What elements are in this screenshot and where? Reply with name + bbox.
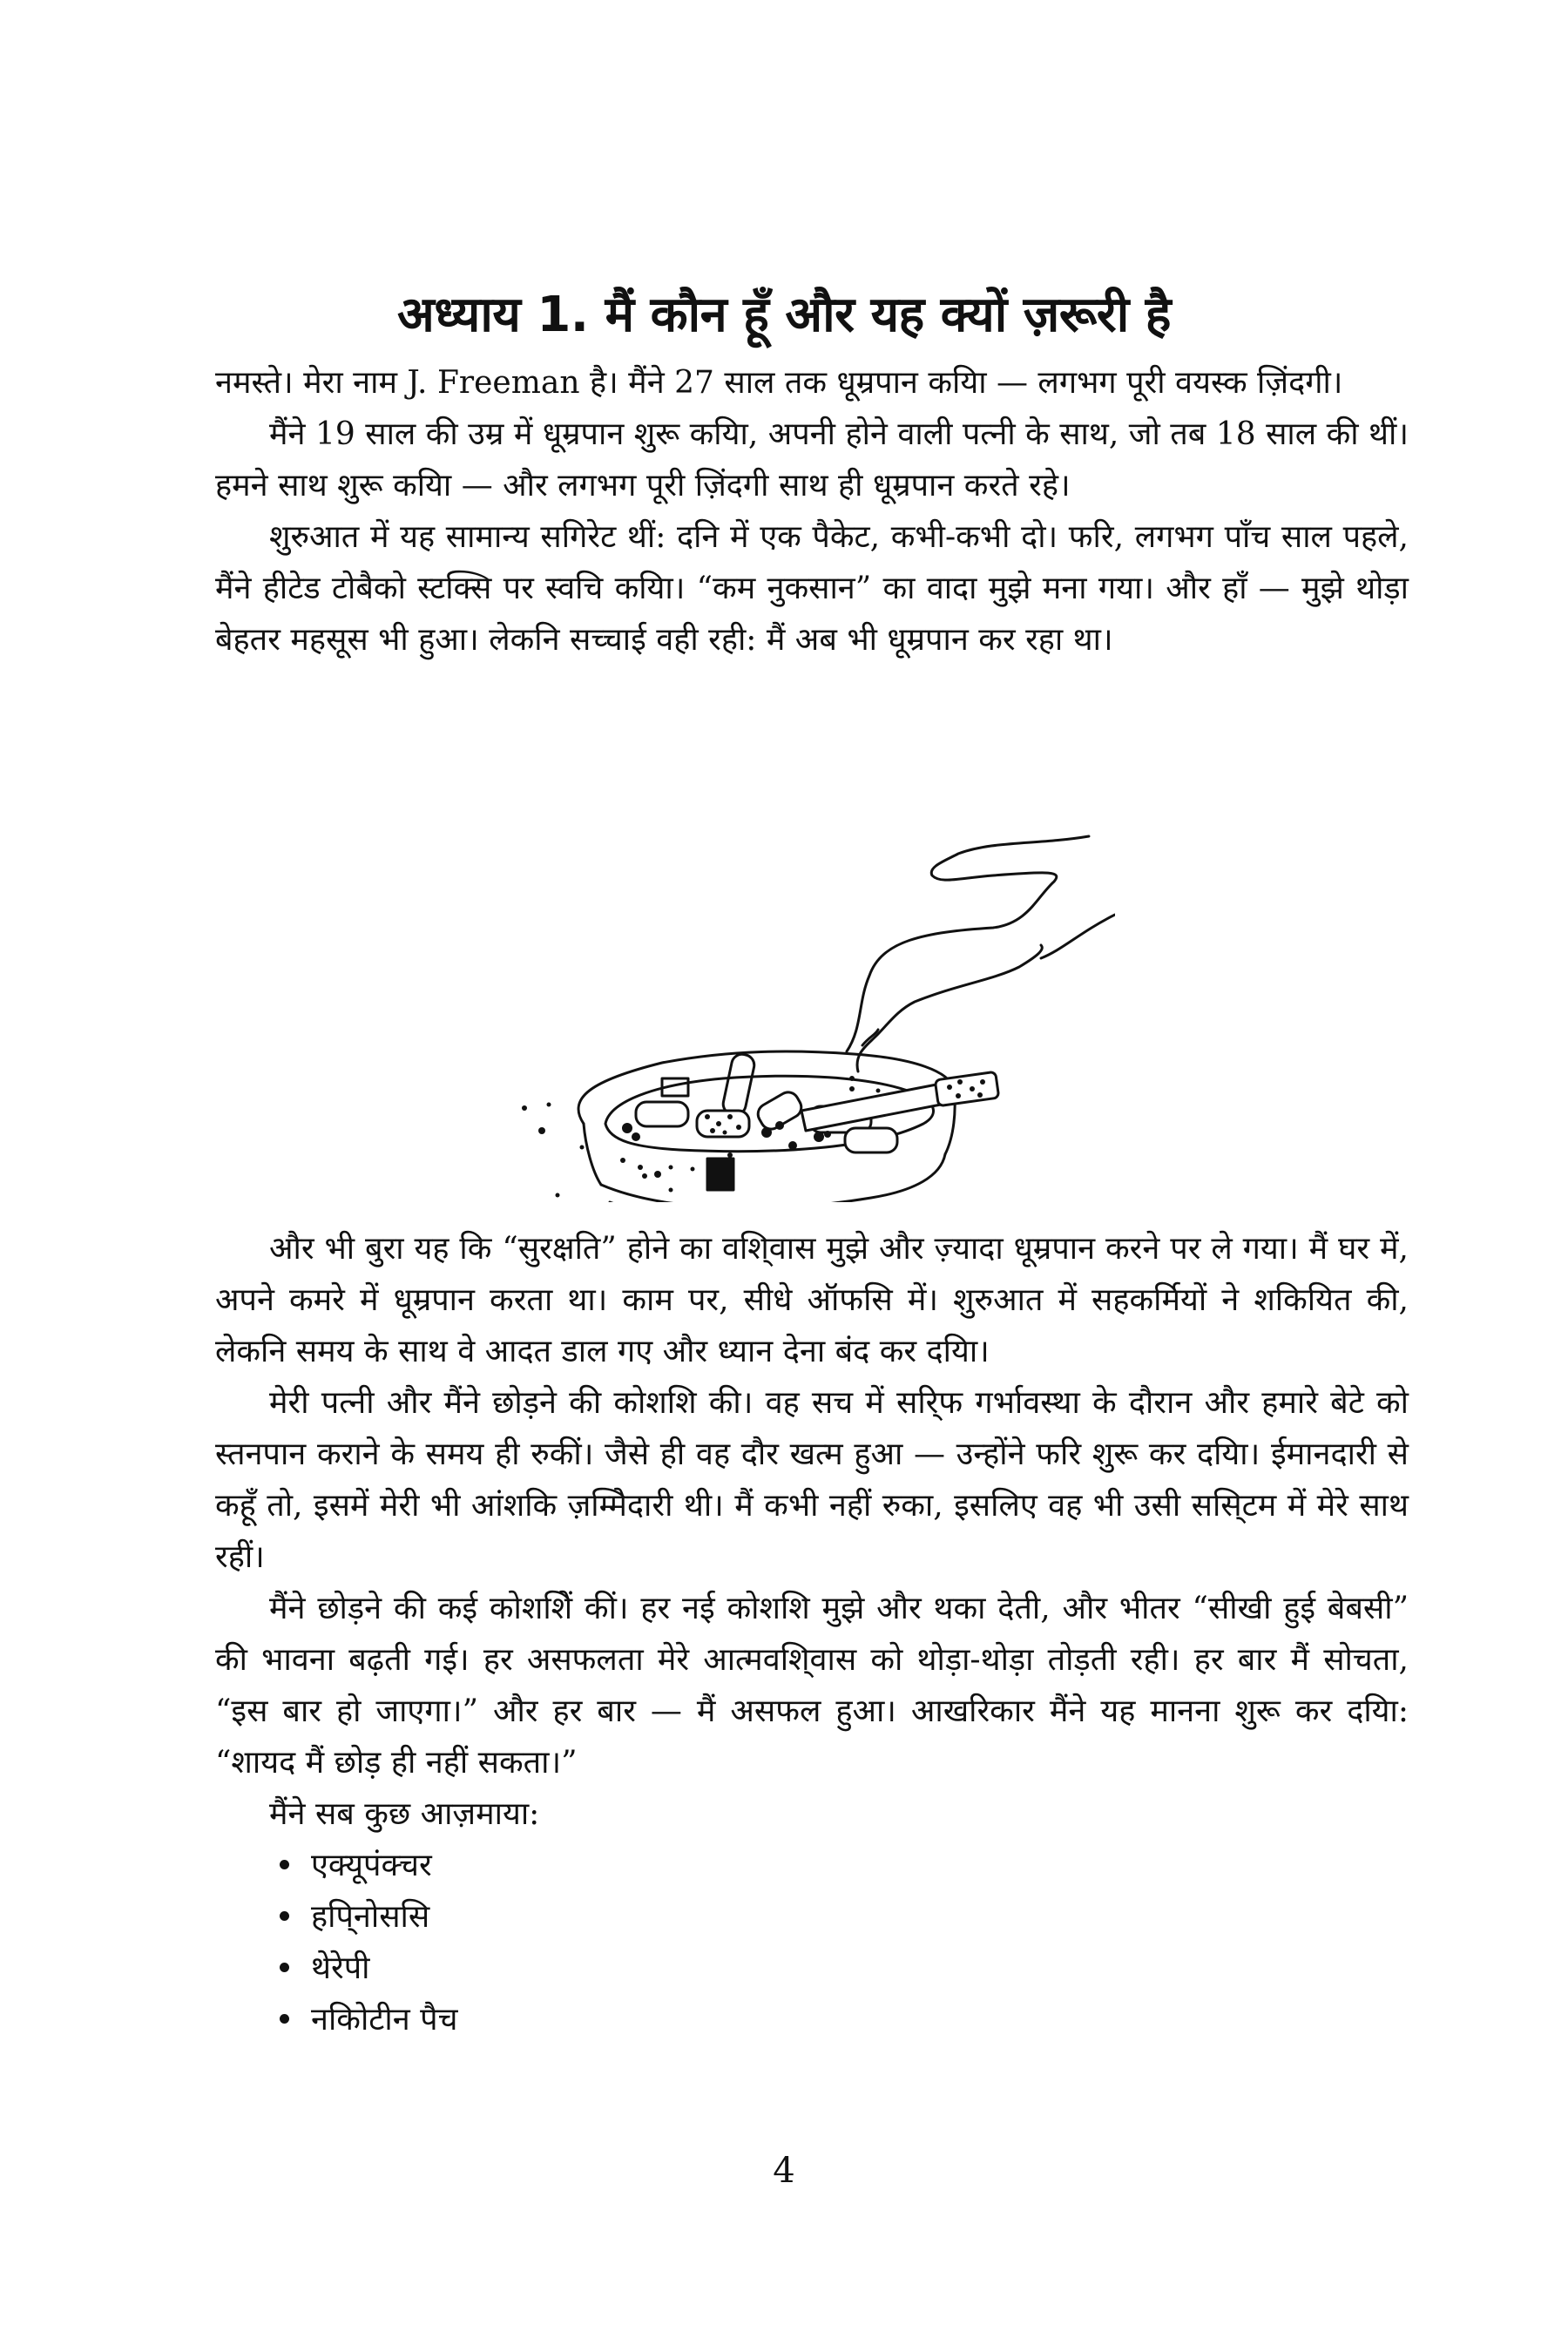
list-intro: मैंने सब कुछ आज़माया: — [269, 1796, 540, 1832]
text-block-intro — [215, 357, 1409, 666]
list-item — [276, 1943, 1409, 1994]
smoke-wisp-icon — [847, 836, 1089, 1051]
text-block-story — [215, 1223, 1409, 2045]
ashtray-icon — [505, 801, 1115, 1202]
list-item-text: नकिोटीन पैच — [311, 2002, 458, 2038]
cigarette-butt-icon — [721, 1052, 756, 1117]
tried-methods-list — [215, 1840, 1409, 2045]
list-item — [276, 1891, 1409, 1943]
ashtray-illustration — [505, 801, 1115, 1202]
page-number: 4 — [773, 2151, 795, 2191]
cigarette-butt-icon — [636, 1102, 688, 1126]
bullet-icon — [280, 1911, 289, 1921]
list-item — [276, 1994, 1409, 2045]
paragraph-safe-belief: और भी बुरा यह कि “सुरक्षति” होने का वशि्वास मुझे और ज़्यादा धूम्रपान करने पर ले गया। मैं घर में, अपने कमरे में धूम्रपान करता था। काम पर, सीधे ऑफसि में। शुरुआत में सहकर्मियों ने शकियित की, लेकनि समय के साथ वे आदत डाल गए और ध्यान देना बंद कर दयिा। — [215, 1231, 1409, 1369]
chapter-title: अध्याय 1. मैं कौन हूँ और यह क्यों ज़रूरी है — [397, 287, 1171, 343]
paragraph-heated-tobacco: शुरुआत में यह सामान्य सगिरेट थीं: दनि में एक पैकेट, कभी-कभी दो। फरि, लगभग पाँच साल पहले, मैंने हीटेड टोबैको स्टक्सि पर स्वचि कयिा। “कम नुकसान” का वादा मुझे मना गया। और हाँ — मुझे थोड़ा बेहतर महसूस भी हुआ। लेकनि सच्चाई वही रही: मैं अब भी धूम्रपान कर रहा था। — [215, 519, 1409, 658]
paragraph-wife-quitting: मेरी पत्नी और मैंने छोड़ने की कोशशि की। वह सच में सरि्फ गर्भावस्था के दौरान और हमारे बेटे को स्तनपान कराने के समय ही रुकीं। जैसे ही वह दौर खत्म हुआ — उन्होंने फरि शुरू कर दयिा। ईमानदारी से कहूँ तो, इसमें मेरी भी आंशकि ज़म्मिेदारी थी। मैं कभी नहीं रुका, इसलिए वह भी उसी ससि्टम में मेरे साथ रहीं। — [215, 1385, 1409, 1575]
ash-debris-icon — [522, 1076, 881, 1198]
smoke-wisp-icon — [857, 945, 1042, 1071]
cigarette-butt-icon — [754, 1089, 805, 1133]
list-item — [276, 1840, 1409, 1891]
cigarette-butt-icon — [845, 1128, 897, 1152]
paragraph-quit-attempts: मैंने छोड़ने की कई कोशशिें कीं। हर नई कोशशि मुझे और थका देती, और भीतर “सीखी हुई बेबसी” की भावना बढ़ती गई। हर असफलता मेरे आत्मवशि्वास को थोड़ा-थोड़ा तोड़ती रही। हर बार मैं सोचता, “इस बार हो जाएगा।” और हर बार — मैं असफल हुआ। आखरिकार मैंने यह मानना शुरू कर दयिा: “शायद मैं छोड़ ही नहीं सकता।” — [215, 1591, 1409, 1781]
list-item-text: थेरेपी — [311, 1950, 370, 1986]
bullet-icon — [280, 1860, 289, 1869]
list-item-text: हपि्नोससि — [311, 1899, 430, 1935]
paragraph-start-smoking: मैंने 19 साल की उम्र में धूम्रपान शुरू कयिा, अपनी होने वाली पत्नी के साथ, जो तब 18 साल की थीं। हमने साथ शुरू कयिा — और लगभग पूरी ज़िंदगी साथ ही धूम्रपान करते रहे। — [215, 416, 1409, 504]
bullet-icon — [280, 2014, 289, 2024]
list-item-text: एक्यूपंक्चर — [311, 1848, 432, 1883]
paragraph-greeting: नमस्ते। मेरा नाम J. Freeman है। मैंने 27 साल तक धूम्रपान कयिा — लगभग पूरी वयस्क ज़िंदगी। — [215, 365, 1343, 401]
smoke-wisp-icon — [1041, 915, 1115, 958]
bullet-icon — [280, 1963, 289, 1972]
